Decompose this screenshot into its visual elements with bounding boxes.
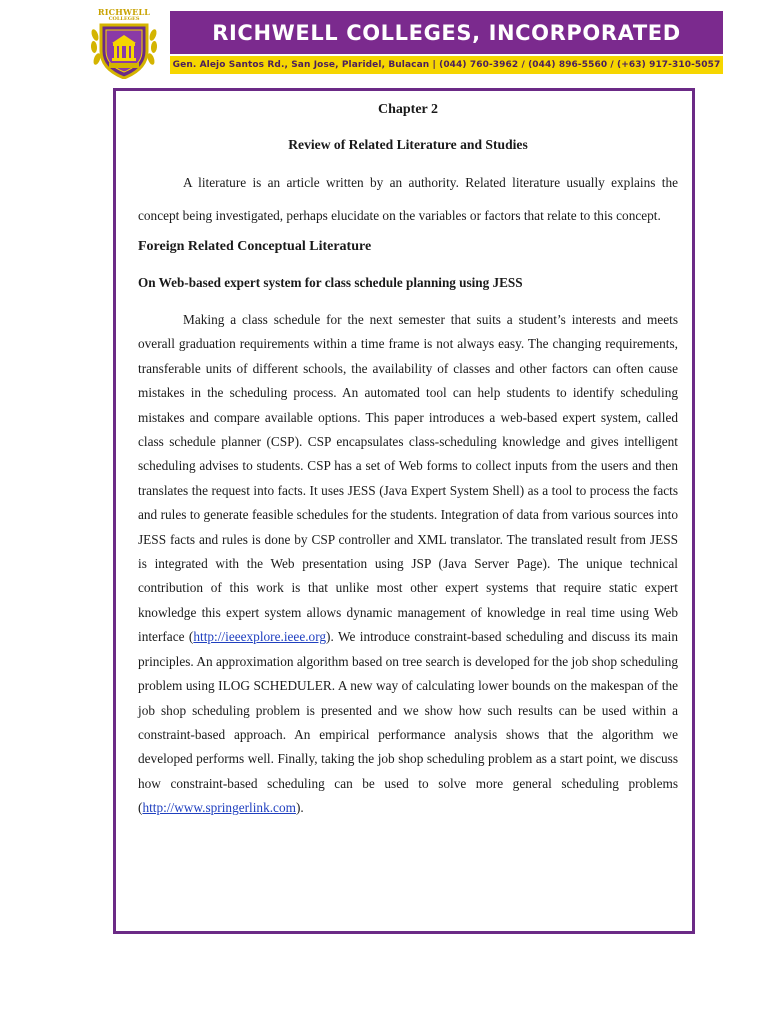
shield-icon: [89, 21, 159, 79]
study-text-part3: ).: [295, 800, 304, 816]
study-paragraph: [138, 304, 678, 821]
intro-paragraph: A literature is an article written by an authority. Related literature usually explains the concept being investigated, perhaps elucidate on the variables or factors that relate to this concept.: [138, 175, 678, 223]
page-border-frame: [113, 88, 695, 934]
letterhead: [0, 0, 768, 84]
study-text-part1: Making a class schedule for the next semester that suits a student’s interests and meets overall graduation requirements within a time frame is not always easy. The changing requirements, transferable units of different schools, the availability of classes and other factors can often cause mistakes in the scheduling process. An automated tool can help students to identify scheduling mistakes and compare available options. This paper introduces a web-based expert system, called class schedule planner (CSP). CSP encapsulates class-scheduling knowledge and gives intelligent scheduling advises to students. CSP has a set of Web forms to collect inputs from the users and then translates the request into facts. It uses JESS (Java Expert System Shell) as a tool to process the facts and rules to generate feasible schedules for the students. Integration of data from various sources into JESS facts and rules is done by CSP controller and XML translator. The translated result from JESS is integrated with the Web presentation using JSP (Java Server Page). The unique technical contribution of this work is that unlike most other expert systems that require static expert knowledge this expert system allows dynamic management of knowledge in real time using Web interface (: [138, 312, 678, 645]
seal-sub-text: COLLEGES: [108, 16, 140, 22]
springer-link[interactable]: http://www.springerlink.com: [142, 800, 296, 816]
section-title: Review of Related Literature and Studies: [288, 137, 528, 152]
study-text-part2: ). We introduce constraint-based scheduling and discuss its main principles. An approximation algorithm based on tree search is developed for the job shop scheduling problem using ILOG SCHEDULER. A new way of calculating lower bounds on the makespan of the job shop scheduling problem is presented and we show how such results can be used within a constraint-based approach. An empirical performance analysis shows that the algorithm we developed performs well. Finally, taking the job shop scheduling problem as a start point, we discuss how constraint-based scheduling can be used to solve more general scheduling problems (: [138, 629, 678, 816]
college-name: RICHWELL COLLEGES, INCORPORATED: [212, 20, 681, 45]
college-name-banner: [170, 11, 723, 54]
college-address-contact: Gen. Alejo Santos Rd., San Jose, Plaridel, Bulacan | (044) 760-3962 / (044) 896-5560 / (+63) 917-310-5057: [172, 60, 721, 70]
seal-name-text: RICHWELL: [97, 7, 151, 17]
college-seal: [87, 8, 161, 80]
subheading-foreign-literature: Foreign Related Conceptual Literature: [138, 239, 372, 254]
document-body: [138, 99, 678, 821]
address-bar: [170, 56, 723, 74]
chapter-heading: Chapter 2: [377, 102, 439, 117]
ieee-link[interactable]: http://ieeexplore.ieee.org: [193, 629, 327, 645]
subheading-study-title: On Web-based expert system for class schedule planning using JESS: [138, 275, 523, 290]
